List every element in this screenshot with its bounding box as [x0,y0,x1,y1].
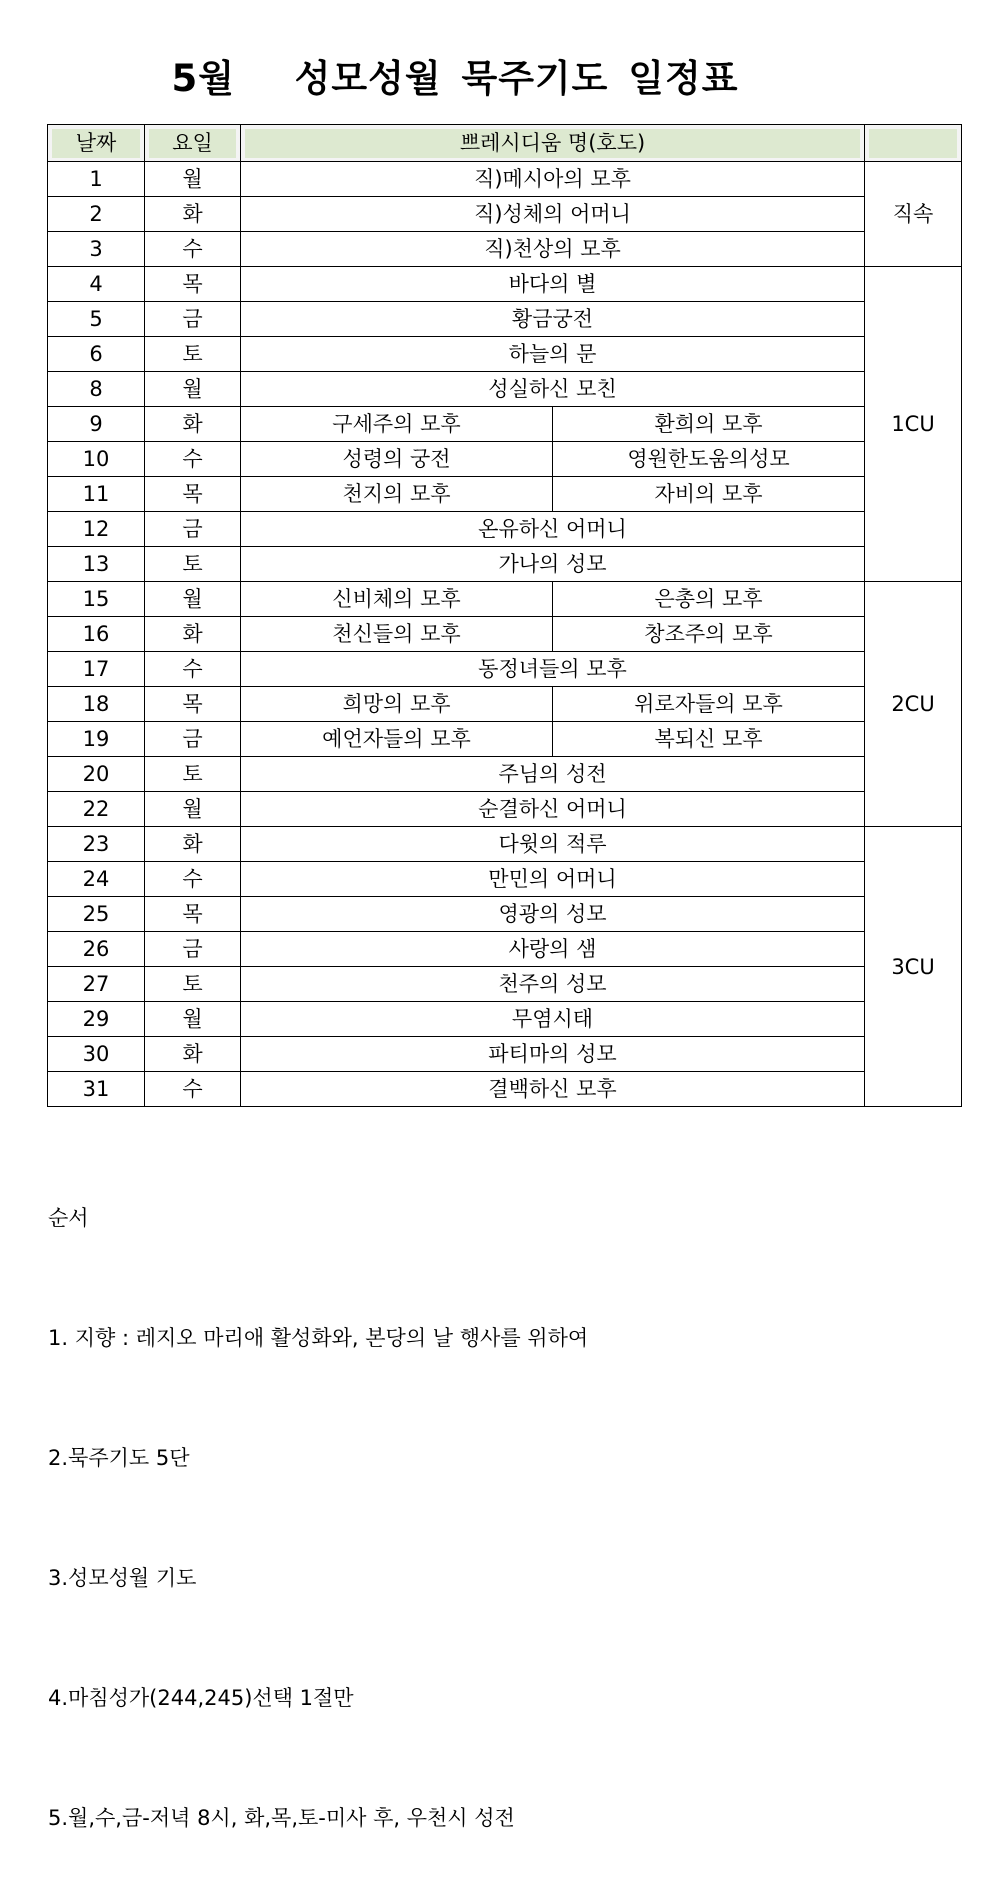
day-cell: 화 [145,197,241,232]
header-row [48,125,962,162]
header-date: 날짜 [52,129,140,158]
day-cell: 월 [145,1002,241,1037]
table-row [48,547,962,582]
praesidium-cell: 영원한도움의성모 [553,442,865,477]
table-row [48,442,962,477]
praesidium-cell: 구세주의 모후 [241,407,553,442]
table-row [48,407,962,442]
day-cell: 수 [145,862,241,897]
praesidium-cell: 창조주의 모후 [553,617,865,652]
table-row [48,617,962,652]
table-row [48,827,962,862]
day-cell: 월 [145,792,241,827]
table-row [48,232,962,267]
praesidium-cell: 온유하신 어머니 [241,512,865,547]
header-day-cell [145,125,241,162]
table-row [48,1037,962,1072]
date-cell: 27 [48,967,145,1002]
date-cell: 26 [48,932,145,967]
day-cell: 토 [145,757,241,792]
table-row [48,267,962,302]
table-row [48,372,962,407]
table-row [48,337,962,372]
notes-heading: 순서 [48,1206,89,1230]
table-row [48,757,962,792]
group-label-cell: 직속 [865,162,962,267]
notes-item-4: 4.마침성가(244,245)선택 1절만 [48,1686,354,1710]
praesidium-cell: 영광의 성모 [241,897,865,932]
date-cell: 1 [48,162,145,197]
table-row [48,512,962,547]
table-row [48,897,962,932]
praesidium-cell: 직)메시아의 모후 [241,162,865,197]
table-row [48,1072,962,1107]
day-cell: 목 [145,687,241,722]
day-cell: 토 [145,337,241,372]
date-cell: 22 [48,792,145,827]
day-cell: 화 [145,827,241,862]
date-cell: 25 [48,897,145,932]
praesidium-cell: 예언자들의 모후 [241,722,553,757]
schedule-body [48,125,962,1107]
table-row [48,862,962,897]
day-cell: 금 [145,722,241,757]
day-cell: 월 [145,582,241,617]
day-cell: 목 [145,267,241,302]
table-row [48,477,962,512]
day-cell: 금 [145,932,241,967]
header-day: 요일 [149,129,236,158]
header-date-cell [48,125,145,162]
praesidium-cell: 위로자들의 모후 [553,687,865,722]
day-cell: 수 [145,652,241,687]
praesidium-cell: 복되신 모후 [553,722,865,757]
date-cell: 18 [48,687,145,722]
table-row [48,792,962,827]
date-cell: 13 [48,547,145,582]
praesidium-cell: 순결하신 어머니 [241,792,865,827]
day-cell: 월 [145,162,241,197]
date-cell: 2 [48,197,145,232]
group-label-cell: 1CU [865,267,962,582]
table-row [48,652,962,687]
header-group [869,129,957,158]
day-cell: 토 [145,967,241,1002]
day-cell: 목 [145,897,241,932]
praesidium-cell: 만민의 어머니 [241,862,865,897]
date-cell: 9 [48,407,145,442]
praesidium-cell: 파티마의 성모 [241,1037,865,1072]
table-row [48,162,962,197]
date-cell: 5 [48,302,145,337]
date-cell: 12 [48,512,145,547]
date-cell: 29 [48,1002,145,1037]
group-label-cell: 3CU [865,827,962,1107]
praesidium-cell: 성령의 궁전 [241,442,553,477]
notes-section [48,1118,588,1878]
day-cell: 수 [145,1072,241,1107]
praesidium-cell: 은총의 모후 [553,582,865,617]
date-cell: 31 [48,1072,145,1107]
praesidium-cell: 천지의 모후 [241,477,553,512]
praesidium-cell: 다윗의 적루 [241,827,865,862]
day-cell: 수 [145,442,241,477]
date-cell: 17 [48,652,145,687]
notes-item-3: 3.성모성월 기도 [48,1566,197,1590]
date-cell: 8 [48,372,145,407]
date-cell: 30 [48,1037,145,1072]
day-cell: 화 [145,407,241,442]
day-cell: 월 [145,372,241,407]
date-cell: 4 [48,267,145,302]
schedule-table [47,124,962,1107]
praesidium-cell: 하늘의 문 [241,337,865,372]
table-row [48,687,962,722]
date-cell: 6 [48,337,145,372]
date-cell: 19 [48,722,145,757]
date-cell: 16 [48,617,145,652]
praesidium-cell: 가나의 성모 [241,547,865,582]
praesidium-cell: 바다의 별 [241,267,865,302]
praesidium-cell: 자비의 모후 [553,477,865,512]
header-praesidium: 쁘레시디움 명(호도) [245,129,860,158]
table-row [48,582,962,617]
header-praesidium-cell [241,125,865,162]
date-cell: 11 [48,477,145,512]
header-group-cell [865,125,962,162]
table-row [48,722,962,757]
praesidium-cell: 천주의 성모 [241,967,865,1002]
group-label-cell: 2CU [865,582,962,827]
date-cell: 15 [48,582,145,617]
table-row [48,302,962,337]
table-row [48,967,962,1002]
praesidium-cell: 희망의 모후 [241,687,553,722]
date-cell: 23 [48,827,145,862]
notes-item-2: 2.묵주기도 5단 [48,1446,190,1470]
day-cell: 화 [145,1037,241,1072]
praesidium-cell: 황금궁전 [241,302,865,337]
notes-item-1: 1. 지향 : 레지오 마리애 활성화와, 본당의 날 행사를 위하여 [48,1326,589,1350]
praesidium-cell: 환희의 모후 [553,407,865,442]
praesidium-cell: 직)천상의 모후 [241,232,865,267]
day-cell: 화 [145,617,241,652]
praesidium-cell: 천신들의 모후 [241,617,553,652]
day-cell: 토 [145,547,241,582]
table-row [48,932,962,967]
praesidium-cell: 사랑의 샘 [241,932,865,967]
praesidium-cell: 직)성체의 어머니 [241,197,865,232]
day-cell: 수 [145,232,241,267]
praesidium-cell: 성실하신 모친 [241,372,865,407]
page-title: 5월 성모성월 묵주기도 일정표 [171,57,739,100]
praesidium-cell: 무염시태 [241,1002,865,1037]
day-cell: 금 [145,302,241,337]
praesidium-cell: 동정녀들의 모후 [241,652,865,687]
praesidium-cell: 신비체의 모후 [241,582,553,617]
praesidium-cell: 주님의 성전 [241,757,865,792]
date-cell: 24 [48,862,145,897]
table-row [48,1002,962,1037]
day-cell: 금 [145,512,241,547]
day-cell: 목 [145,477,241,512]
table-row [48,197,962,232]
date-cell: 20 [48,757,145,792]
praesidium-cell: 결백하신 모후 [241,1072,865,1107]
date-cell: 3 [48,232,145,267]
notes-item-5: 5.월,수,금-저녁 8시, 화,목,토-미사 후, 우천시 성전 [48,1806,515,1830]
date-cell: 10 [48,442,145,477]
